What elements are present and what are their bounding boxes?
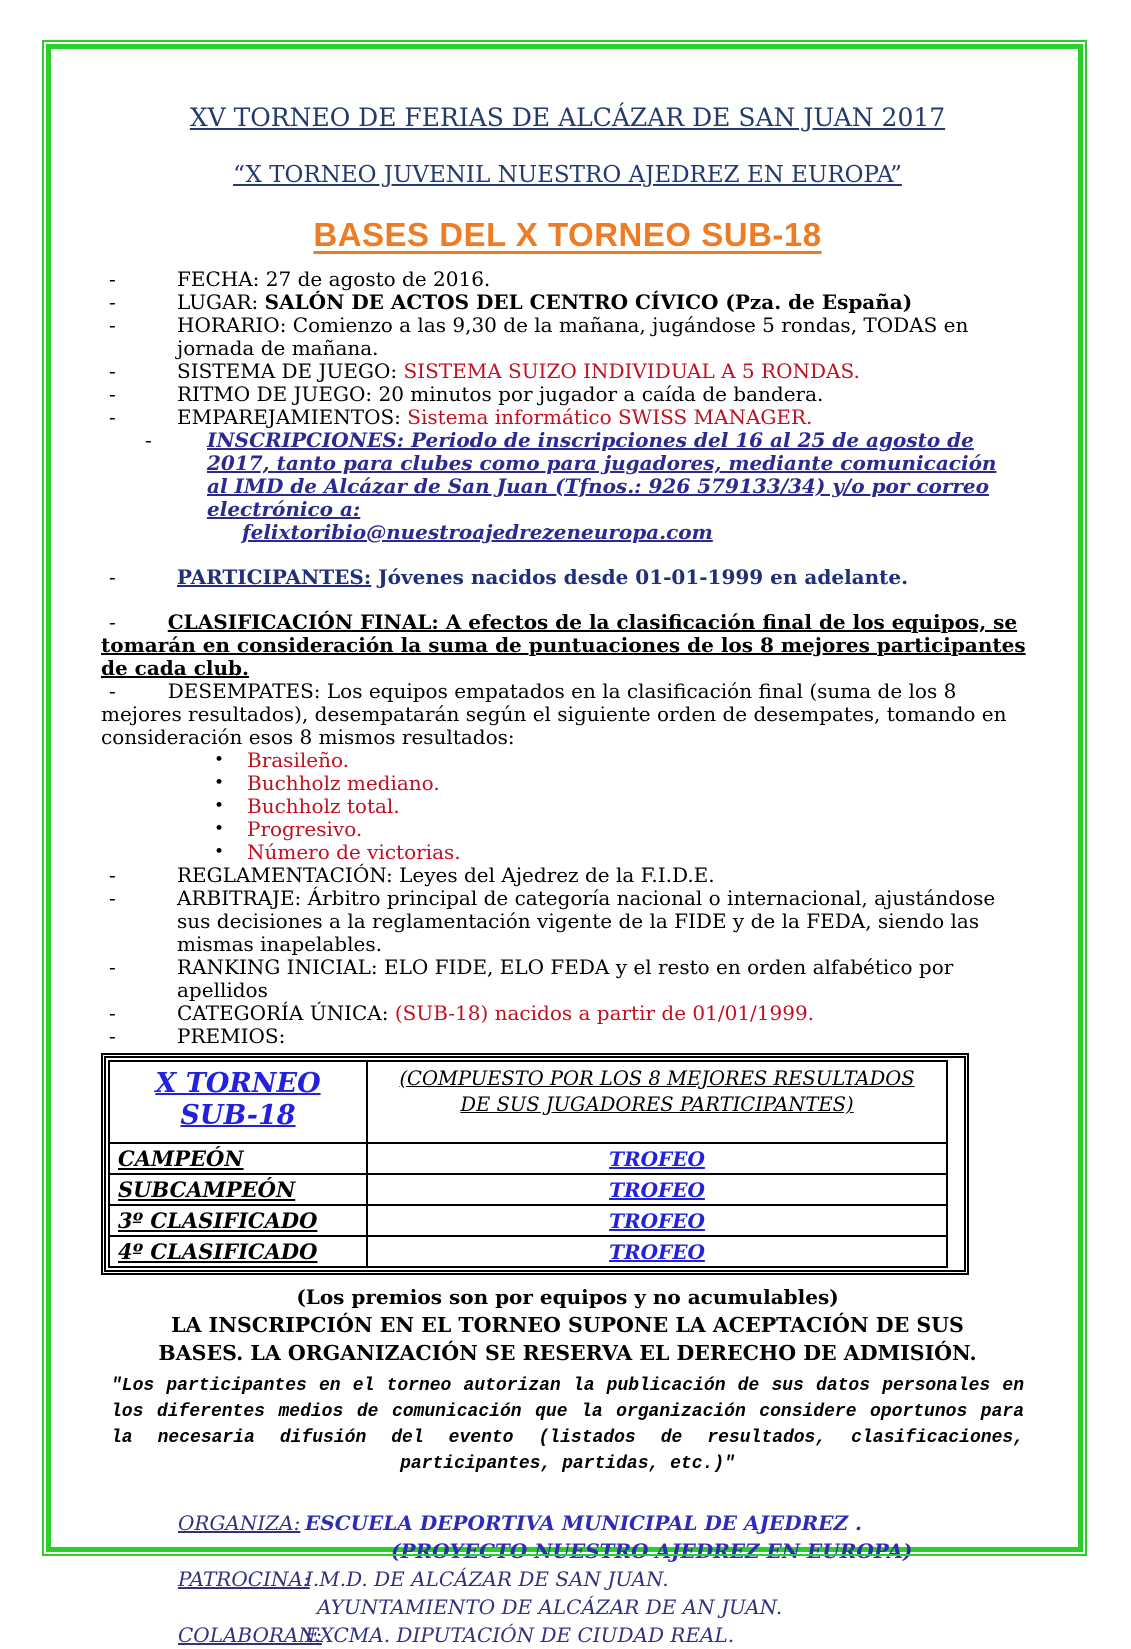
- rule-clasificacion-text: CLASIFICACIÓN FINAL: A efectos de la clasificación final de los equipos, se tomarán en consideración la suma de puntuaciones de los 8 mejores participantes de cada club.: [101, 610, 1026, 680]
- document-subtitle-text: “X TORNEO JUVENIL NUESTRO AJEDREZ EN EUROPA”: [233, 162, 902, 188]
- rule-categoria-value: (SUB-18) nacidos a partir de 01/01/1999.: [394, 1001, 815, 1025]
- patrocina-label-text: PATROCINA:: [178, 1567, 310, 1591]
- document-title: [101, 103, 1034, 132]
- place-text: CAMPEÓN: [118, 1146, 244, 1171]
- rule-categoria: [101, 1002, 1034, 1025]
- dash-marker: -: [109, 610, 116, 634]
- dash-marker: -: [109, 863, 116, 887]
- prizes-table-body: [109, 1143, 947, 1267]
- dash-marker: -: [109, 886, 116, 910]
- rule-arbitraje: [101, 887, 1034, 956]
- prize-text: TROFEO: [609, 1177, 705, 1202]
- dash-marker: -: [109, 1024, 116, 1048]
- prizes-table-row: [109, 1143, 947, 1174]
- prizes-table-title-cell: [109, 1061, 367, 1143]
- prize-cell: [367, 1236, 947, 1267]
- rule-sistema-prefix: SISTEMA DE JUEGO:: [177, 359, 404, 383]
- bullet-marker: •: [214, 773, 225, 793]
- document-subtitle: [101, 162, 1034, 188]
- rule-fecha-text: FECHA: 27 de agosto de 2016.: [177, 267, 491, 291]
- prizes-table-subtitle-text: (COMPUESTO POR LOS 8 MEJORES RESULTADOS DE SUS JUGADORES PARTICIPANTES): [399, 1067, 915, 1116]
- dash-marker: -: [109, 405, 116, 429]
- rule-reglamentacion: [101, 864, 1034, 887]
- document-title-text: XV TORNEO DE FERIAS DE ALCÁZAR DE SAN JUAN 2017: [189, 103, 946, 132]
- tiebreak-item: [101, 795, 1034, 818]
- rule-ranking-text: RANKING INICIAL: ELO FIDE, ELO FEDA y el resto en orden alfabético por apellidos: [177, 955, 954, 1002]
- bullet-marker: •: [214, 750, 225, 770]
- patrocina-line2: AYUNTAMIENTO DE ALCÁZAR DE AN JUAN.: [317, 1595, 783, 1619]
- rules-list: [101, 268, 1034, 1048]
- rule-clasificacion: [101, 611, 1034, 680]
- colaboran-line1: EXCMA. DIPUTACIÓN DE CIUDAD REAL.: [305, 1623, 735, 1647]
- tiebreak-text: Número de victorias.: [247, 840, 461, 864]
- rule-premios-text: PREMIOS:: [177, 1024, 286, 1048]
- place-text: SUBCAMPEÓN: [118, 1177, 296, 1202]
- organiza-line1: ESCUELA DEPORTIVA MUNICIPAL DE AJEDREZ .: [305, 1511, 862, 1535]
- rule-premios: [101, 1025, 1034, 1048]
- place-text: 3º CLASIFICADO: [118, 1208, 318, 1233]
- dash-marker: -: [109, 382, 116, 406]
- prizes-table-title-line2: SUB-18: [180, 1100, 296, 1131]
- prizes-table-row: [109, 1174, 947, 1205]
- inscripciones-paragraph: [207, 429, 1022, 521]
- bullet-marker: •: [214, 842, 225, 862]
- dash-marker: -: [109, 1001, 116, 1025]
- section-heading-bases: [101, 216, 1034, 254]
- rule-participantes: [101, 566, 1034, 589]
- prize-text: TROFEO: [609, 1208, 705, 1233]
- rule-emparejamientos: [101, 406, 1034, 429]
- credits-section: [178, 1509, 1034, 1649]
- spacer: [101, 544, 1034, 566]
- dash-marker: -: [145, 428, 152, 452]
- dash-marker: -: [109, 267, 116, 291]
- prizes-table-row: [109, 1236, 947, 1267]
- dash-marker: -: [109, 313, 116, 337]
- place-cell: [109, 1174, 367, 1205]
- inscripciones-email-line: [242, 521, 1022, 544]
- credit-row-patrocina: [178, 1565, 1034, 1621]
- organiza-label: [178, 1509, 305, 1565]
- place-text: 4º CLASIFICADO: [118, 1239, 318, 1264]
- tiebreak-item: [101, 772, 1034, 795]
- tiebreak-list: [101, 749, 1034, 864]
- rule-ranking: [101, 956, 1034, 1002]
- colaboran-label-text: COLABORAN:: [178, 1623, 322, 1647]
- rule-lugar-prefix: LUGAR:: [177, 290, 265, 314]
- prizes-table-title-line1: X TORNEO: [155, 1068, 321, 1099]
- rule-desempates-text: DESEMPATES: Los equipos empatados en la clasificación final (suma de los 8 mejores resultados), desempatarán según el siguiente orden de desempates, tomando en consideración esos 8 mismos resultados:: [101, 679, 1007, 749]
- prizes-table-frame: [101, 1053, 969, 1275]
- place-cell: [109, 1236, 367, 1267]
- bullet-marker: •: [214, 819, 225, 839]
- organiza-line2: (PROYECTO NUESTRO AJEDREZ EN EUROPA): [391, 1539, 913, 1563]
- rule-ritmo-text: RITMO DE JUEGO: 20 minutos por jugador a caída de bandera.: [177, 382, 824, 406]
- rule-inscripciones: [101, 429, 1034, 544]
- tiebreak-text: Brasileño.: [247, 748, 350, 772]
- prizes-table: [108, 1060, 948, 1268]
- dash-marker: -: [109, 565, 116, 589]
- prize-cell: [367, 1205, 947, 1236]
- colaboran-values: [305, 1621, 734, 1649]
- rule-horario-text: HORARIO: Comienzo a las 9,30 de la mañana, jugándose 5 rondas, TODAS en jornada de mañana.: [177, 313, 969, 360]
- acceptance-statement: LA INSCRIPCIÓN EN EL TORNEO SUPONE LA ACEPTACIÓN DE SUS BASES. LA ORGANIZACIÓN SE RESERVA EL DERECHO DE ADMISIÓN.: [158, 1313, 977, 1365]
- inscripciones-email: felixtoribio@nuestroajedrezeneuropa.com: [242, 520, 713, 544]
- prize-text: TROFEO: [609, 1239, 705, 1264]
- tiebreak-item: [101, 749, 1034, 772]
- patrocina-label: [178, 1565, 310, 1621]
- rule-fecha: [101, 268, 1034, 291]
- prize-text: TROFEO: [609, 1146, 705, 1171]
- prize-cell: [367, 1174, 947, 1205]
- document-page-border: [46, 44, 1083, 1647]
- rule-desempates: [101, 680, 1034, 749]
- place-cell: [109, 1205, 367, 1236]
- rule-categoria-prefix: CATEGORÍA ÚNICA:: [177, 1001, 395, 1025]
- rule-lugar: [101, 291, 1034, 314]
- dash-marker: -: [109, 955, 116, 979]
- rule-arbitraje-text: ARBITRAJE: Árbitro principal de categoría nacional o internacional, ajustándose sus decisiones a la reglamentación vigente de la FIDE y de la FEDA, siendo las mismas inapelables.: [177, 886, 996, 956]
- colaboran-label: [178, 1621, 322, 1649]
- place-cell: [109, 1143, 367, 1174]
- prizes-table-header-row: [109, 1061, 947, 1143]
- patrocina-line1: I.M.D. DE ALCÁZAR DE SAN JUAN.: [305, 1567, 669, 1591]
- spacer: [101, 589, 1034, 611]
- organiza-values: [305, 1509, 912, 1565]
- credit-row-organiza: [178, 1509, 1034, 1565]
- tiebreak-text: Buchholz mediano.: [247, 771, 440, 795]
- privacy-statement: "Los participantes en el torneo autorizan la publicación de sus datos personales en los diferentes medios de comunicación que la organización considere oportunos para la necesaria difusión del evento (listados de resultados, clasificaciones, participantes, partidas, etc.)": [111, 1376, 1024, 1474]
- organiza-label-text: ORGANIZA:: [178, 1511, 301, 1535]
- rule-emparejamientos-value: Sistema informático SWISS MANAGER.: [407, 405, 813, 429]
- rule-participantes-label: PARTICIPANTES:: [177, 565, 372, 589]
- rule-emparejamientos-prefix: EMPAREJAMIENTOS:: [177, 405, 408, 429]
- prize-cell: [367, 1143, 947, 1174]
- dash-marker: -: [109, 359, 116, 383]
- section-heading-bases-text: BASES DEL X TORNEO SUB-18: [313, 216, 822, 253]
- patrocina-values: [305, 1565, 782, 1621]
- dash-marker: -: [109, 679, 116, 703]
- rule-lugar-venue: SALÓN DE ACTOS DEL CENTRO CÍVICO (Pza. de España): [264, 290, 913, 314]
- rule-participantes-text: Jóvenes nacidos desde 01-01-1999 en adelante.: [371, 565, 909, 589]
- rule-sistema-value: SISTEMA SUIZO INDIVIDUAL A 5 RONDAS.: [403, 359, 860, 383]
- bullet-marker: •: [214, 796, 225, 816]
- prizes-table-subtitle-cell: [367, 1061, 947, 1143]
- inscripciones-text: INSCRIPCIONES: Periodo de inscripciones del 16 al 25 de agosto de 2017, tanto para clubes como para jugadores, mediante comunicación al IMD de Alcázar de San Juan (Tfnos.: 926 579133/34) y/o por correo electrónico a:: [207, 428, 997, 521]
- prizes-table-row: [109, 1205, 947, 1236]
- dash-marker: -: [109, 290, 116, 314]
- rule-ritmo: [101, 383, 1034, 406]
- rule-horario: [101, 314, 1034, 360]
- rule-sistema: [101, 360, 1034, 383]
- tiebreak-text: Progresivo.: [247, 817, 363, 841]
- tiebreak-item: [101, 841, 1034, 864]
- prizes-note: (Los premios son por equipos y no acumulables): [296, 1285, 839, 1309]
- credit-row-colaboran: [178, 1621, 1034, 1649]
- tiebreak-text: Buchholz total.: [247, 794, 400, 818]
- tiebreak-item: [101, 818, 1034, 841]
- rule-reglamentacion-text: REGLAMENTACIÓN: Leyes del Ajedrez de la F.I.D.E.: [177, 863, 715, 887]
